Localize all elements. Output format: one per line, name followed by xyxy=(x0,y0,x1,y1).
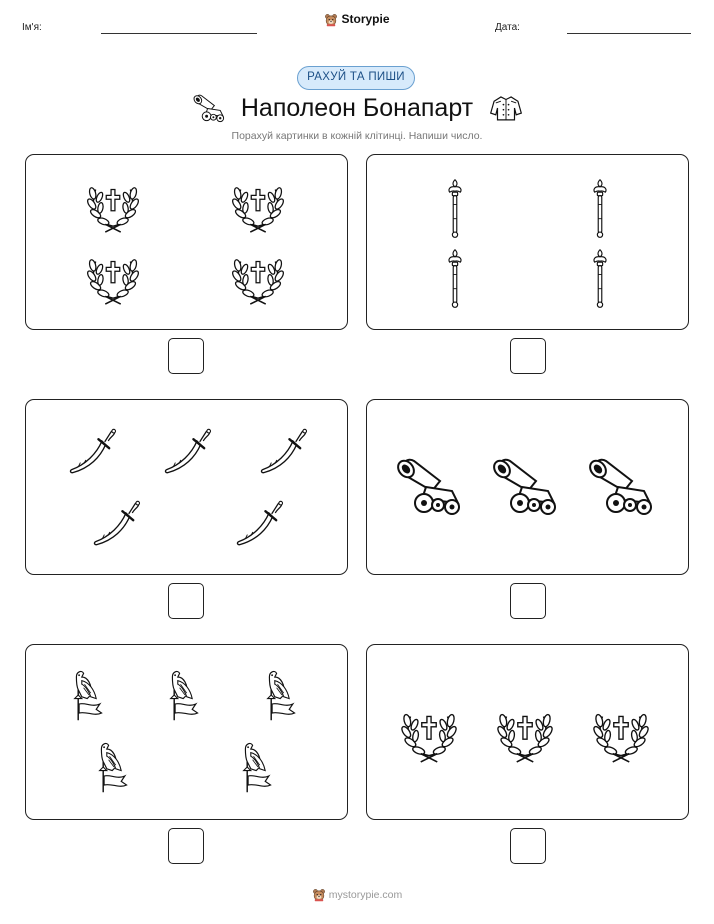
sabre-icon xyxy=(257,423,311,477)
cannon-icon xyxy=(588,455,658,517)
eagle-standard-icon xyxy=(69,668,109,722)
date-label: Дата: xyxy=(495,22,520,33)
answer-box-3[interactable] xyxy=(168,583,204,619)
sabre-icon xyxy=(90,495,144,549)
footer xyxy=(0,888,714,902)
date-field[interactable] xyxy=(567,33,691,34)
sabre-icon xyxy=(66,423,120,477)
instructions: Порахуй картинки в кожній клітинці. Напиши число. xyxy=(231,130,483,142)
count-panel-1 xyxy=(25,154,348,330)
laurel-wreath-icon xyxy=(494,702,556,764)
answer-box-2[interactable] xyxy=(510,338,546,374)
scepter-icon xyxy=(589,178,611,240)
laurel-wreath-icon xyxy=(84,176,142,234)
military-coat-icon xyxy=(489,94,523,122)
sabre-icon xyxy=(233,495,287,549)
eagle-standard-icon xyxy=(238,740,278,794)
sabre-icon xyxy=(161,423,215,477)
eagle-standard-icon xyxy=(94,740,134,794)
laurel-wreath-icon xyxy=(229,176,287,234)
answer-box-4[interactable] xyxy=(510,583,546,619)
answer-box-1[interactable] xyxy=(168,338,204,374)
laurel-wreath-icon xyxy=(590,702,652,764)
scepter-icon xyxy=(444,178,466,240)
bear-mascot-icon xyxy=(324,13,338,27)
brand-logo xyxy=(0,12,714,27)
name-field[interactable] xyxy=(101,33,257,34)
scepter-icon xyxy=(444,248,466,310)
count-panel-2 xyxy=(366,154,689,330)
laurel-wreath-icon xyxy=(229,248,287,306)
brand-name: Storypie xyxy=(341,12,390,26)
bear-mascot-icon xyxy=(312,888,326,902)
scepter-icon xyxy=(589,248,611,310)
eagle-standard-icon xyxy=(262,668,302,722)
footer-link[interactable]: mystorypie.com xyxy=(328,888,403,901)
laurel-wreath-icon xyxy=(84,248,142,306)
answer-box-6[interactable] xyxy=(510,828,546,864)
name-label: Ім'я: xyxy=(22,22,42,33)
answer-box-5[interactable] xyxy=(168,828,204,864)
eagle-standard-icon xyxy=(165,668,205,722)
page-title: Наполеон Бонапарт xyxy=(240,94,474,122)
cannon-icon xyxy=(492,455,562,517)
laurel-wreath-icon xyxy=(398,702,460,764)
cannon-icon xyxy=(396,455,466,517)
activity-badge: РАХУЙ ТА ПИШИ xyxy=(297,66,415,90)
